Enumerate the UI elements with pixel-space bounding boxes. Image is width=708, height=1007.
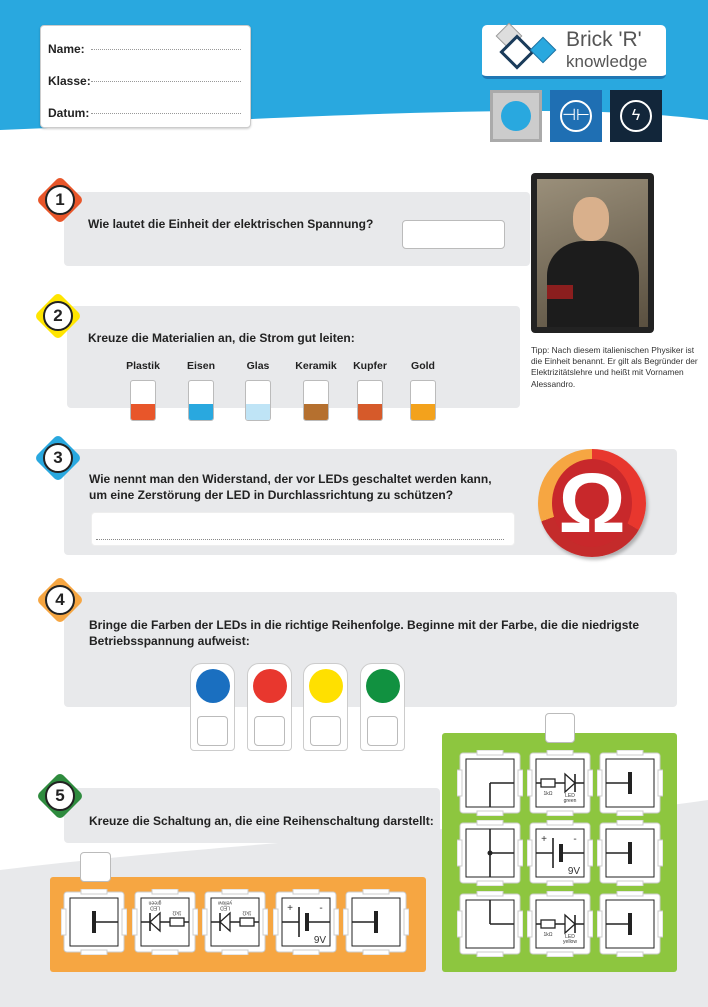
tile-label: - (573, 834, 577, 845)
tile-connector (588, 770, 593, 796)
q5-text: Kreuze die Schaltung an, die eine Reihenschaltung darstellt: (89, 814, 434, 828)
circuit-tile-end-left (343, 889, 409, 955)
material-checkbox-gold[interactable] (410, 380, 436, 421)
class-field[interactable] (91, 72, 241, 82)
tile-label: green (563, 798, 577, 804)
tile-label: 1kΩ (171, 909, 182, 916)
tile-connector (404, 909, 409, 935)
led-color-dot (309, 669, 343, 703)
material-checkbox-plastik[interactable] (130, 380, 156, 421)
class-label: Klasse: (48, 74, 91, 88)
material-label: Glas (246, 360, 270, 372)
circuit-tile-led-res-green-flip (132, 889, 198, 955)
material-checkbox-keramik[interactable] (303, 380, 329, 421)
led-order-checkbox[interactable] (197, 716, 228, 746)
led-order-checkbox[interactable] (367, 716, 398, 746)
tile-connector (658, 911, 663, 937)
material-label: Eisen (186, 360, 215, 372)
led-color-dot (196, 669, 230, 703)
tile-connector (202, 909, 207, 935)
q4-text-line1: Bringe die Farben der LEDs in die richtige Reihenfolge. Beginne mit der Farbe, die die niedrigste (89, 618, 640, 632)
tile-label: yellow (218, 899, 232, 906)
tile-connector (293, 950, 319, 955)
circuit-tile-battery (273, 889, 339, 955)
circuit-tile-end-left (597, 820, 663, 886)
tile-connector (518, 770, 523, 796)
logo-line1: Brick 'R' (566, 28, 642, 51)
resistor-symbol (240, 918, 254, 926)
led-order-checkbox[interactable] (310, 716, 341, 746)
tile-connector (363, 950, 389, 955)
logo-bricks-icon (486, 21, 562, 77)
tile-connector (343, 909, 348, 935)
q3-text-line2: um eine Zerstörung der LED in Durchlassrichtung zu schützen? (89, 488, 454, 502)
lightning-icon: ϟ (610, 90, 662, 142)
omega-icon: Ω (538, 449, 646, 557)
tile-connector (334, 909, 339, 935)
q3-text-line1: Wie nennt man den Widerstand, der vor LEDs geschaltet werden kann, (89, 472, 492, 486)
circuit-tile-end-left (597, 750, 663, 816)
name-field[interactable] (91, 40, 241, 50)
material-label: Keramik (295, 360, 337, 372)
tile-connector (518, 911, 523, 937)
material-label: Plastik (126, 360, 160, 372)
tile-connector (658, 770, 663, 796)
tile-connector (547, 811, 573, 816)
resistor-symbol (541, 920, 555, 928)
tile-connector (617, 881, 643, 886)
tile-connector (477, 881, 503, 886)
tile-connector (588, 911, 593, 937)
tile-connector (263, 909, 268, 935)
q1-text: Wie lautet die Einheit der elektrischen Spannung? (88, 217, 374, 231)
green-circuit-checkbox[interactable] (545, 713, 575, 743)
tile-label: LED (565, 934, 575, 940)
circuit-tile-tee (457, 820, 523, 886)
circuit-tile-battery (527, 820, 593, 886)
tile-connector (122, 909, 127, 935)
tile-connector (617, 952, 643, 957)
tile-label: LED (220, 904, 230, 911)
material-checkbox-kupfer[interactable] (357, 380, 383, 421)
tile-connector (597, 770, 602, 796)
led-color-dot (253, 669, 287, 703)
q1-answer-input[interactable] (402, 220, 505, 249)
tile-connector (477, 891, 503, 896)
tile-label: + (286, 903, 293, 914)
tile-connector (222, 889, 248, 894)
tile-connector (81, 889, 107, 894)
tile-connector (547, 952, 573, 957)
tile-connector (457, 911, 462, 937)
lightbulb-icon (490, 90, 542, 142)
led-card (303, 663, 348, 751)
tile-connector (547, 891, 573, 896)
circuit-tile-end-left (597, 891, 663, 957)
tile-label: 9V (313, 935, 326, 946)
tile-connector (152, 950, 178, 955)
tile-connector (547, 881, 573, 886)
tile-connector (527, 911, 532, 937)
tile-connector (477, 750, 503, 755)
tile-connector (457, 840, 462, 866)
material-label: Kupfer (353, 360, 387, 372)
q2-number: 2 (43, 301, 73, 331)
led-card (247, 663, 292, 751)
brand-logo (482, 25, 666, 79)
tile-connector (617, 750, 643, 755)
circuit-tile-end-right (61, 889, 127, 955)
logo-line2: knowledge (566, 52, 648, 71)
led-card (360, 663, 405, 751)
tile-connector (293, 889, 319, 894)
date-label: Datum: (48, 106, 90, 120)
battery-plate (559, 844, 563, 862)
tile-connector (132, 909, 137, 935)
q5-number: 5 (45, 781, 75, 811)
tile-label: LED (149, 904, 160, 911)
tile-connector (547, 820, 573, 825)
tile-connector (81, 950, 107, 955)
junction-dot (488, 851, 493, 856)
material-checkbox-eisen[interactable] (188, 380, 214, 421)
tile-label: - (318, 903, 323, 914)
terminal-bar (92, 911, 96, 933)
tile-connector (617, 891, 643, 896)
tile-connector (527, 770, 532, 796)
student-info-box (40, 25, 251, 128)
circuit-tile-res-led-yellow (527, 891, 593, 957)
tile-connector (222, 950, 248, 955)
tile-connector (658, 840, 663, 866)
terminal-bar (628, 913, 632, 935)
tile-connector (597, 911, 602, 937)
q4-number: 4 (45, 585, 75, 615)
tile-connector (547, 750, 573, 755)
led-order-checkbox[interactable] (254, 716, 285, 746)
material-checkbox-glas[interactable] (245, 380, 271, 421)
orange-circuit-checkbox[interactable] (80, 852, 111, 882)
q3-number: 3 (43, 443, 73, 473)
q3-answer-input[interactable] (91, 512, 515, 546)
tile-connector (617, 811, 643, 816)
tile-label: + (541, 834, 547, 845)
tile-connector (457, 770, 462, 796)
circuit-tile-elbow-tr (457, 891, 523, 957)
tile-connector (273, 909, 278, 935)
tile-connector (588, 840, 593, 866)
tile-label: 1kΩ (543, 932, 553, 938)
q1-number: 1 (45, 185, 75, 215)
tile-label: 1kΩ (242, 909, 252, 916)
name-label: Name: (48, 42, 85, 56)
date-field[interactable] (91, 104, 241, 114)
circuit-tile-elbow-rb (457, 750, 523, 816)
tile-label: 9V (567, 866, 581, 877)
terminal-bar (628, 772, 632, 794)
circuit-tile-led-res-yellow-flip (202, 889, 268, 955)
led-card (190, 663, 235, 751)
tile-connector (193, 909, 198, 935)
terminal-bar (374, 911, 378, 933)
hint-text: Tipp: Nach diesem italienischen Physiker ist die Einheit benannt. Er gilt als Begründer der Elektrizitätslehre und heißt mit Vornamen Alessandro. (531, 345, 698, 389)
q4-text-line2: Betriebsspannung aufweist: (89, 634, 250, 648)
tile-connector (477, 820, 503, 825)
tile-label: green (148, 899, 161, 906)
capacitor-icon: ⊣⊢ (550, 90, 602, 142)
tile-connector (363, 889, 389, 894)
tile-connector (477, 811, 503, 816)
tile-connector (152, 889, 178, 894)
q2-text: Kreuze die Materialien an, die Strom gut leiten: (88, 331, 355, 345)
tile-label: 1kΩ (543, 791, 553, 797)
tile-connector (61, 909, 66, 935)
material-label: Gold (411, 360, 435, 372)
tile-connector (617, 820, 643, 825)
tile-connector (527, 840, 532, 866)
resistor-symbol (541, 779, 555, 787)
resistor-symbol (170, 918, 184, 926)
tile-connector (518, 840, 523, 866)
tile-label: LED (565, 793, 575, 799)
volta-portrait (531, 173, 654, 333)
battery-plate (305, 913, 309, 931)
tile-label: yellow (563, 939, 577, 945)
led-color-dot (366, 669, 400, 703)
terminal-bar (628, 842, 632, 864)
tile-connector (477, 952, 503, 957)
tile-connector (597, 840, 602, 866)
circuit-tile-res-led-green (527, 750, 593, 816)
